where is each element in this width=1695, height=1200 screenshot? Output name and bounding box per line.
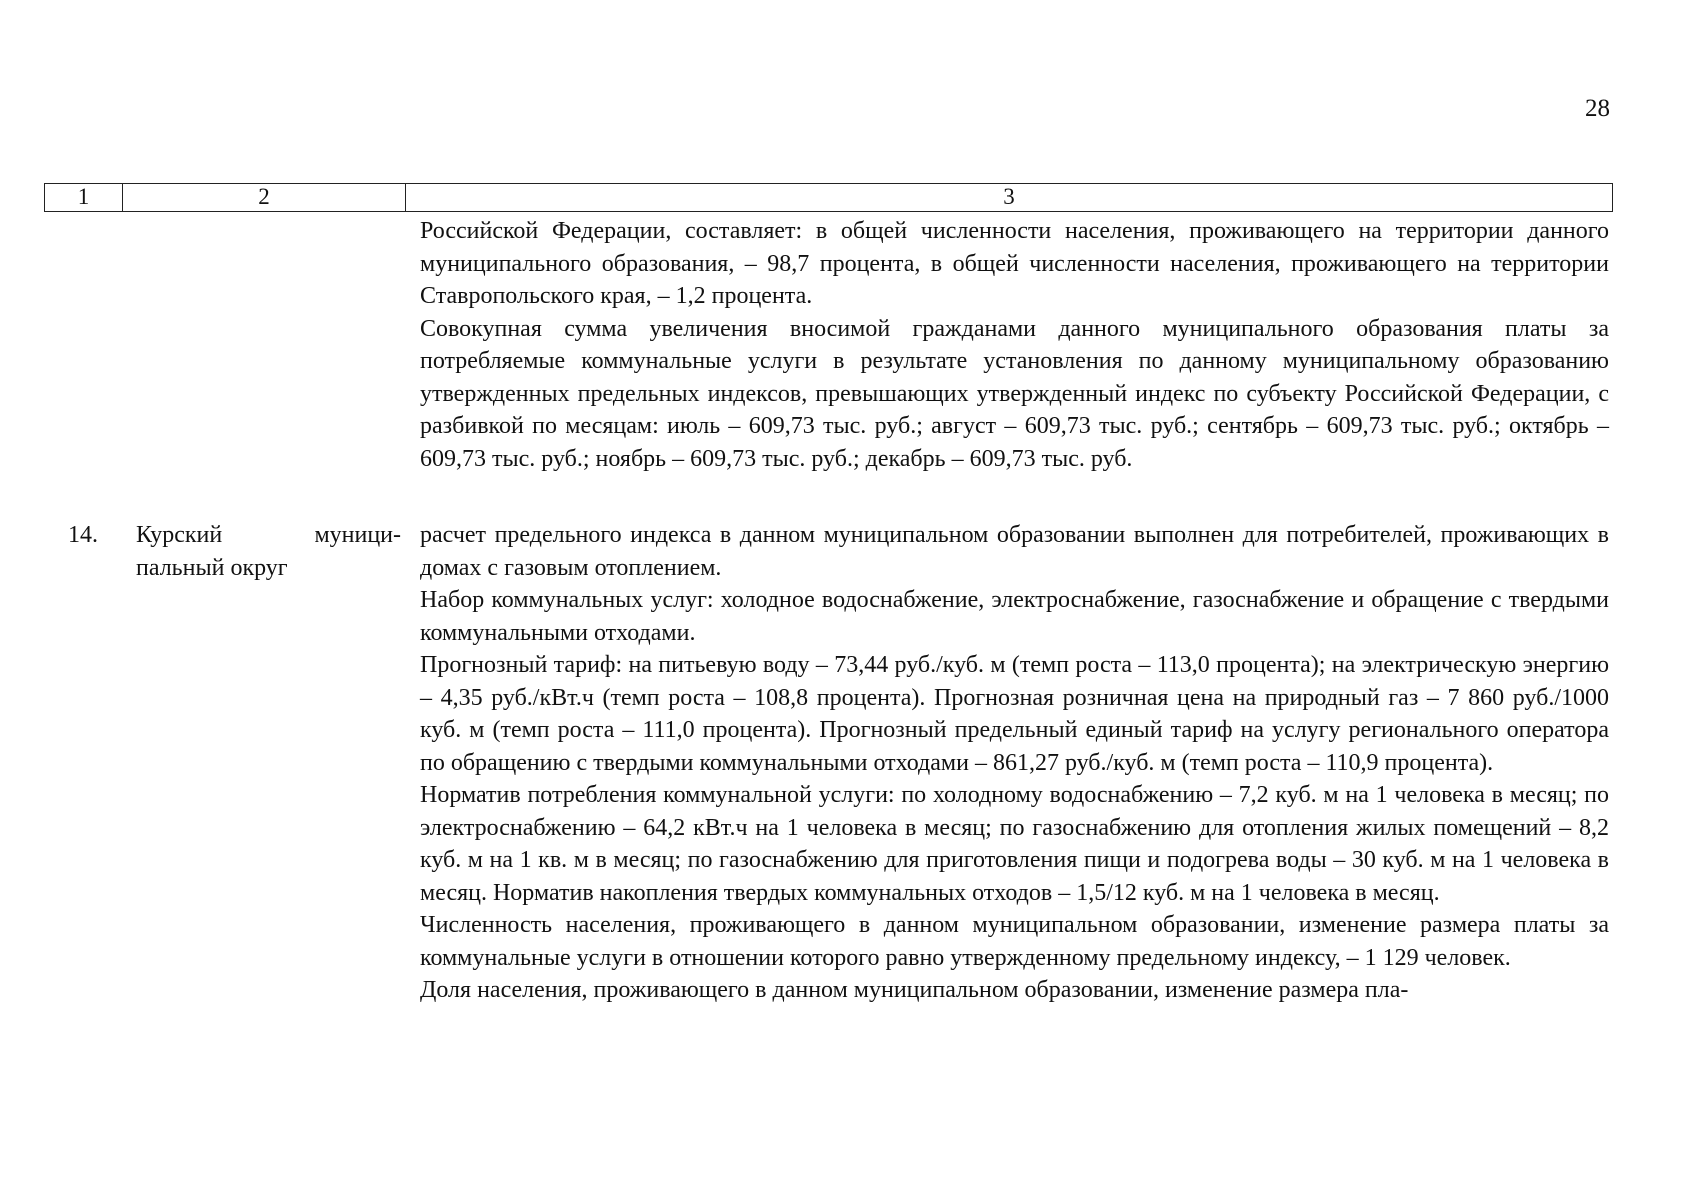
row-number: 14. xyxy=(68,522,98,548)
paragraph: Прогнозный тариф: на питьевую воду – 73,44 руб./куб. м (темп роста – 113,0 процента); на электрическую энергию – 4,35 руб./кВт.ч (темп роста – 108,8 процента). Прогнозная розничная цена на природный газ – 7 860 руб./1000 куб. м (темп роста – 111,0 процента). Прогнозный предельный единый тариф на услугу регионального оператора по обращению с твердыми коммунальными отходами – 861,27 руб./куб. м (темп роста – 110,9 процента). xyxy=(420,652,1609,776)
table-header-row xyxy=(44,183,1613,212)
paragraph: Набор коммунальных услуг: холодное водоснабжение, электроснабжение, газоснабжение и обращение с твердыми коммунальными отходами. xyxy=(420,587,1609,646)
municipality-name-word: муници- xyxy=(314,522,401,548)
table-header-col1: 1 xyxy=(45,184,123,211)
municipality-name-word: Курский xyxy=(136,522,223,548)
paragraph: расчет предельного индекса в данном муниципальном образовании выполнен для потребителей, проживающих в домах с газовым отоплением. xyxy=(420,522,1609,581)
table-header-col3: 3 xyxy=(1003,184,1015,209)
page-number: 28 xyxy=(1585,95,1610,122)
paragraph: Норматив потребления коммунальной услуги: по холодному водоснабжению – 7,2 куб. м на 1 человека в месяц; по электроснабжению – 64,2 кВт.ч на 1 человека в месяц; по газоснабжению для отопления жилых помещений – 8,2 куб. м на 1 кв. м в месяц; по газоснабжению для приготовления пищи и подогрева воды – 30 куб. м на 1 человека в месяц. Норматив накопления твердых коммунальных отходов – 1,5/12 куб. м на 1 человека в месяц. xyxy=(420,782,1609,906)
paragraph: Доля населения, проживающего в данном муниципальном образовании, изменение размера пла- xyxy=(420,977,1409,1003)
row-description xyxy=(420,519,1609,1007)
paragraph: Российской Федерации, составляет: в общей численности населения, проживающего на территории данного муниципального образования, – 98,7 процента, в общей численности населения, проживающего на территории Ставропольского края, – 1,2 процента. xyxy=(420,218,1609,309)
continued-row-text xyxy=(420,215,1609,475)
municipality-name-line: пальный округ xyxy=(136,554,288,581)
paragraph: Совокупная сумма увеличения вносимой гражданами данного муниципального образования платы за потребляемые коммунальные услуги в результате установления по данному муниципальному образованию утвержденных предельных индексов, превышающих утвержденный индекс по субъекту Российской Федерации, с разбивкой по месяцам: июль – 609,73 тыс. руб.; август – 609,73 тыс. руб.; сентябрь – 609,73 тыс. руб.; октябрь – 609,73 тыс. руб.; ноябрь – 609,73 тыс. руб.; декабрь – 609,73 тыс. руб. xyxy=(420,315,1609,472)
paragraph: Численность населения, проживающего в данном муниципальном образовании, изменение размера платы за коммунальные услуги в отношении которого равно утвержденному предельному индексу, – 1 129 человек. xyxy=(420,912,1609,971)
table-header-col2: 2 xyxy=(123,184,406,211)
municipality-name xyxy=(136,519,401,584)
